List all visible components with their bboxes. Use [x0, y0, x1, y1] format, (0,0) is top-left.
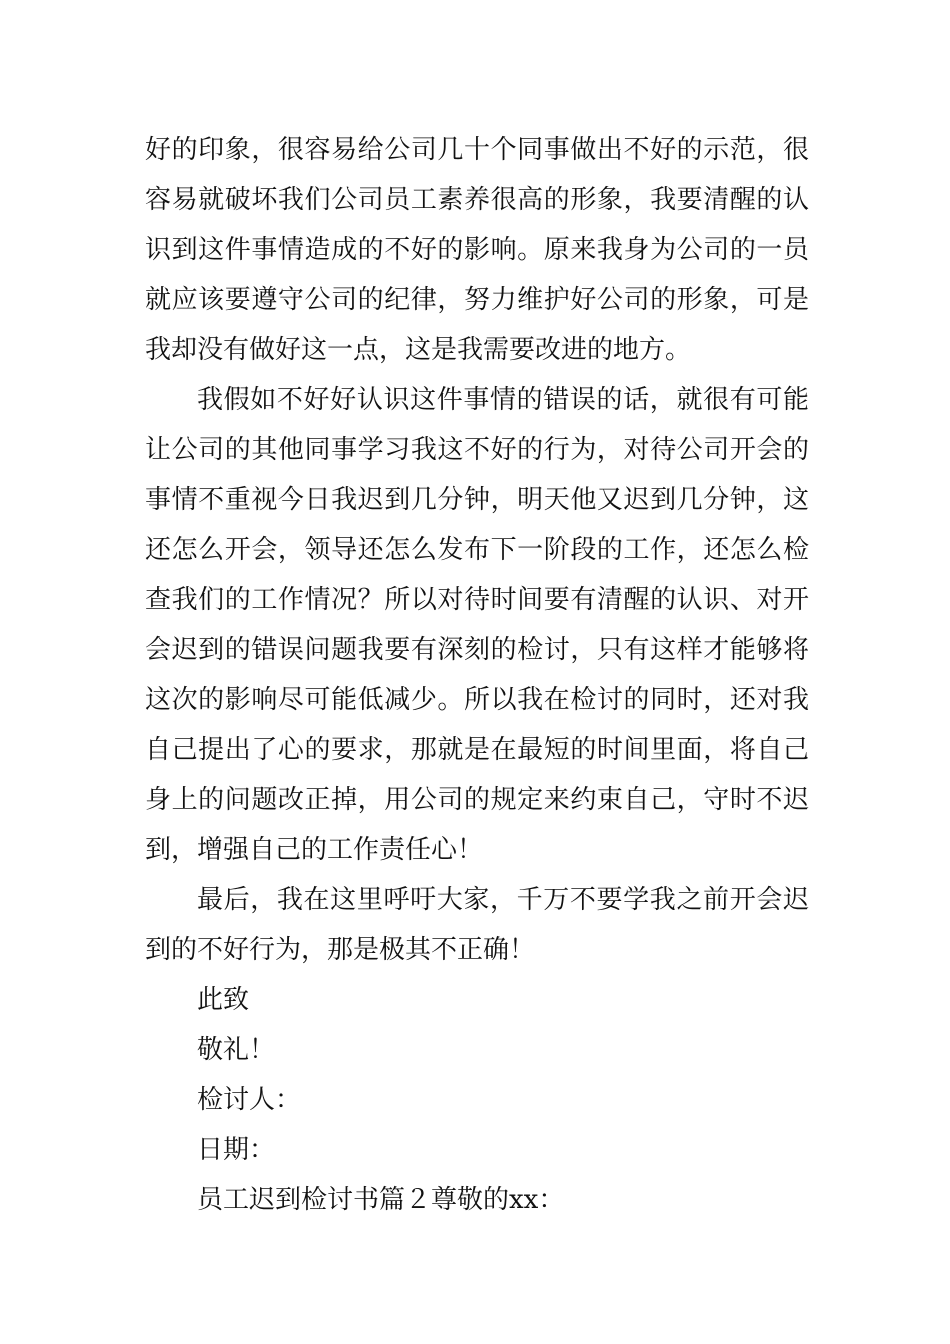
closing-regards: 敬礼！ [197, 1035, 276, 1065]
body-paragraph-1: 好的印象，很容易给公司几十个同事做出不好的示范，很容易就破坏我们公司员工素养很高的形象，我要清醒的认识到这件事情造成的不好的影响。原来我身为公司的一员就应该要遵守公司的纪律，努力维护好公司的形象，可是我却没有做好这一点，这是我需要改进的地方。 [145, 135, 809, 365]
body-paragraph-2: 我假如不好好认识这件事情的错误的话，就很有可能让公司的其他同事学习我这不好的行为，对待公司开会的事情不重视今日我迟到几分钟，明天他又迟到几分钟，这还怎么开会，领导还怎么发布下一阶段的工作，还怎么检查我们的工作情况？所以对待时间要有清醒的认识、对开会迟到的错误问题我要有深刻的检讨，只有这样才能够将这次的影响尽可能低减少。所以我在检讨的同时，还对我自己提出了心的要求，那就是在最短的时间里面，将自己身上的问题改正掉，用公司的规定来约束自己，守时不迟到，增强自己的工作责任心！ [145, 385, 809, 865]
body-paragraph-3: 最后，我在这里呼吁大家，千万不要学我之前开会迟到的不好行为，那是极其不正确！ [145, 885, 809, 965]
document-page [145, 125, 809, 1225]
date-label: 日期： [197, 1135, 276, 1165]
closing-salutation: 此致 [197, 985, 250, 1015]
author-label: 检讨人： [197, 1085, 302, 1115]
next-section-heading: 员工迟到检讨书篇２尊敬的xx： [197, 1185, 565, 1215]
